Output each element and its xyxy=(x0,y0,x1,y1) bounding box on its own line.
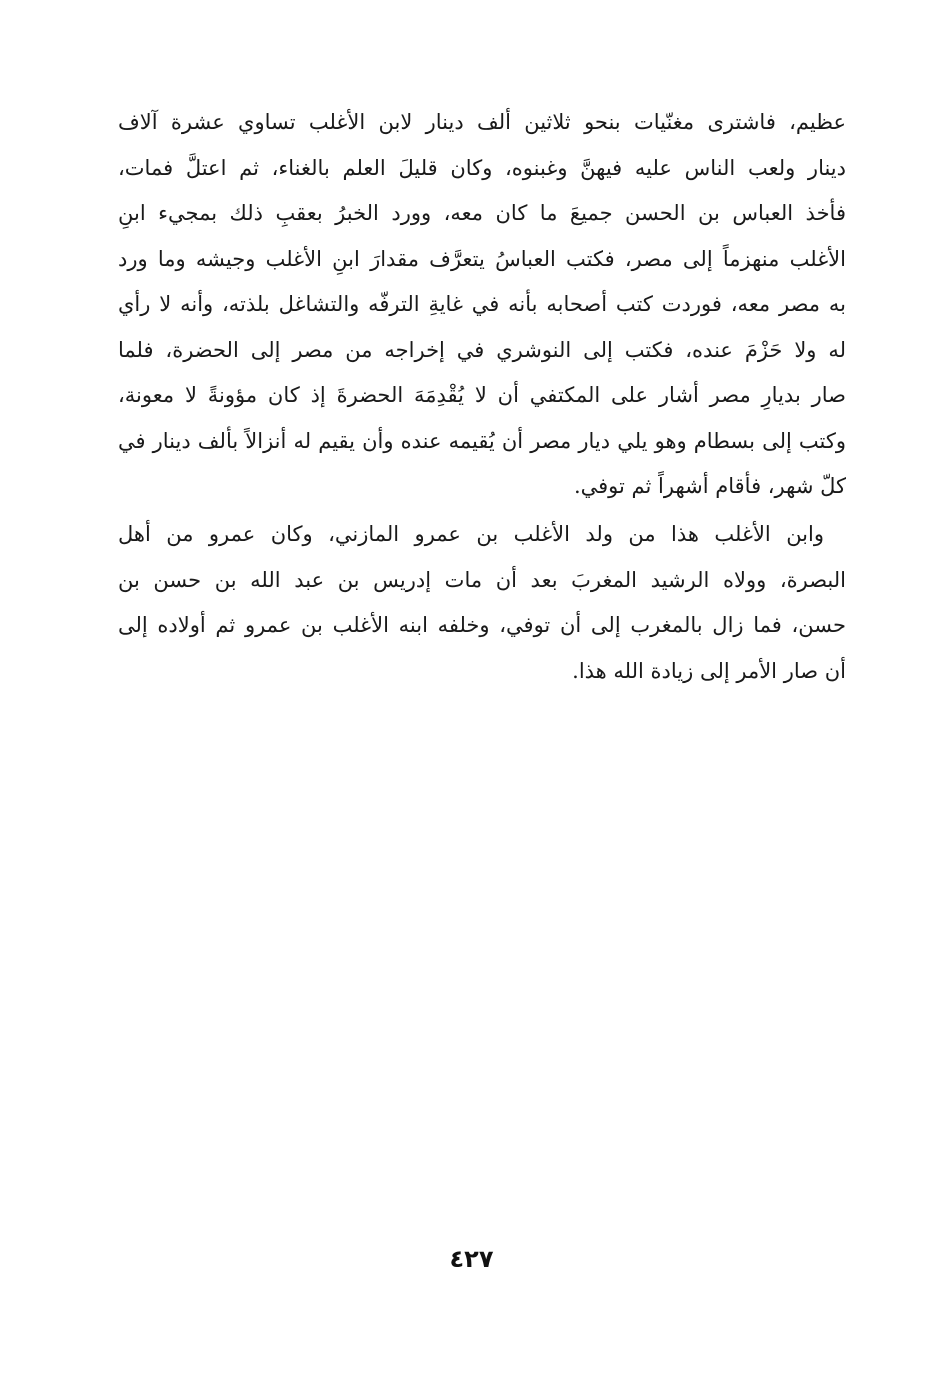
text-line: وكتب إلى بسطام وهو يلي ديار مصر أن يُقيمه عنده وأن يقيم له أنزالاً بألف دينار في xyxy=(118,428,846,453)
text-line: حسن، فما زال بالمغرب إلى أن توفي، وخلفه ابنه الأغلب بن عمرو ثم أولاده إلى xyxy=(118,613,846,637)
text-line: الأغلب منهزماً إلى مصر، فكتب العباسُ يتعرَّف مقدارَ ابنِ الأغلب وجيشه وما ورد xyxy=(118,246,846,271)
text-line: كلّ شهر، فأقام أشهراً ثم توفي. xyxy=(573,474,846,498)
text-line: به مصر معه، فوردت كتب أصحابه بأنه في غايةِ الترفّه والتشاغل بلذته، وأنه لا رأي xyxy=(118,292,846,316)
text-line: أن صار الأمر إلى زيادة الله هذا. xyxy=(572,658,846,683)
text-line: عظيم، فاشترى مغنّيات بنحو ثلاثين ألف دينار لابن الأغلب تساوي عشرة آلاف xyxy=(118,110,846,134)
paragraph-2 xyxy=(118,512,846,694)
text-line: صار بديارِ مصر أشار على المكتفي أن لا يُقْدِمَهَ الحضرةَ إذ كان مؤونةً لا معونة، xyxy=(118,383,846,407)
text-line: دينار ولعب الناس عليه فيهنَّ وغبنوه، وكان قليلَ العلم بالغناء، ثم اعتلَّ فمات، xyxy=(118,155,846,180)
text-line: البصرة، وولاه الرشيد المغربَ بعد أن مات إدريس بن عبد الله بن حسن بن xyxy=(118,567,846,592)
page-number: ٤٢٧ xyxy=(449,1245,494,1273)
text-line: فأخذ العباس بن الحسن جميعَ ما كان معه، وورد الخبرُ بعقبِ ذلك بمجيء ابنِ xyxy=(118,201,846,225)
text-line: له ولا حَزْمَ عنده، فكتب إلى النوشري في إخراجه من مصر إلى الحضرة، فلما xyxy=(118,337,846,362)
paragraph-1 xyxy=(118,100,846,510)
text-line: وابن الأغلب هذا من ولد الأغلب بن عمرو المازني، وكان عمرو من أهل xyxy=(118,522,824,546)
